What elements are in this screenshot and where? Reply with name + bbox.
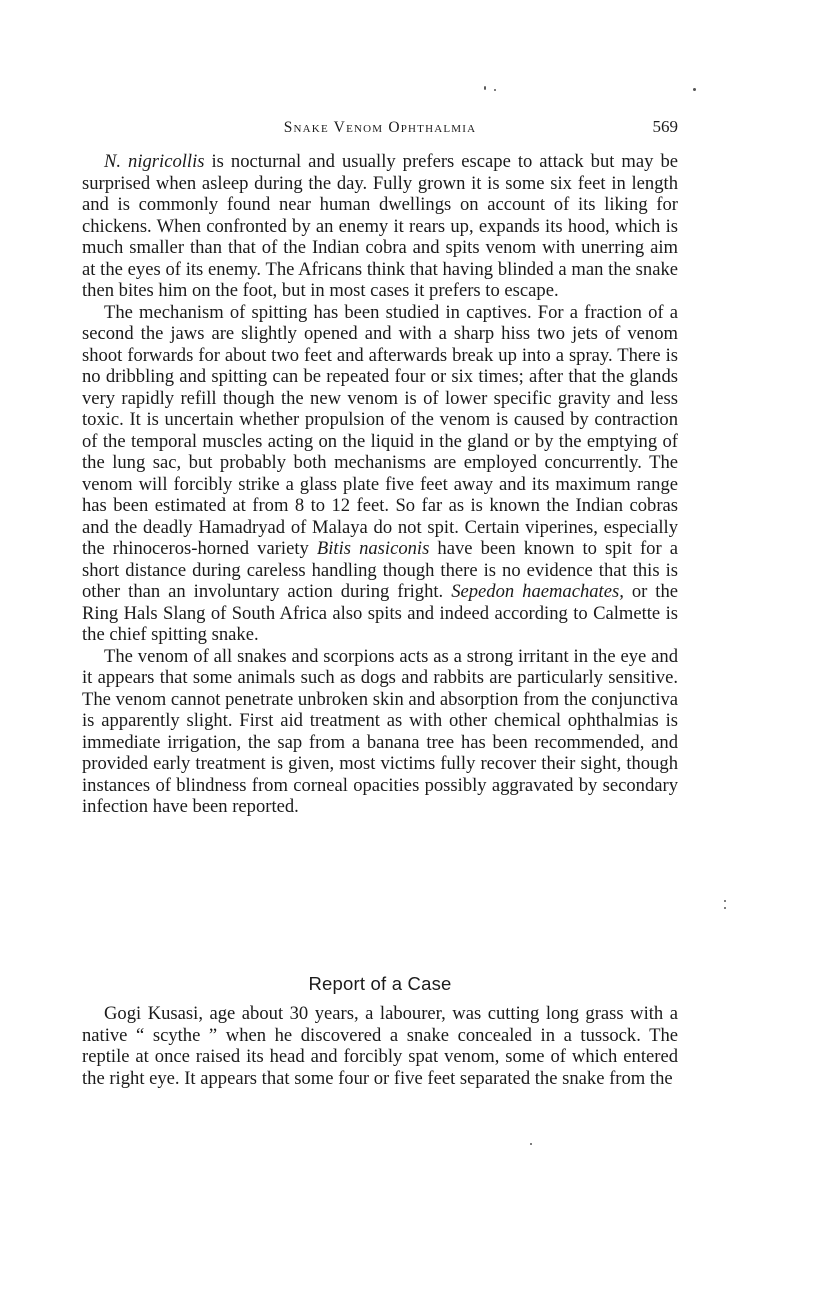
paragraph-2-text-b: have been known to spit for a short distance during careless handling though there is no evidence that this is other than an involuntary action during fright. (82, 538, 678, 602)
running-head (82, 117, 678, 143)
paragraph-3: The venom of all snakes and scorpions acts as a strong irritant in the eye and it appears that some animals such as dogs and rabbits are particularly sensitive. The venom cannot penetrate unbroken skin and absorption from the conjunctiva is apparently slight. First aid treatment as with other chemical ophthalmias is immediate irrigation, the sap from a banana tree has been recommended, and provided early treatment is given, most victims fully recover their sight, though instances of blindness from corneal opacities possibly aggravated by secondary infection have been reported. (82, 645, 678, 817)
paragraph-1 (82, 151, 678, 302)
paragraph-2 (82, 302, 678, 646)
scan-speck (530, 1143, 532, 1145)
scan-speck (693, 88, 696, 91)
paragraph-1-text: is nocturnal and usually prefers escape to attack but may be surprised when asleep during the day. Fully grown it is some six feet in length and is commonly found near human dwellings on account of its liking for chickens. When confronted by an enemy it rears up, expands its hood, which is much smaller than that of the Indian cobra and spits venom with unerring aim at the eyes of its enemy. The Africans think that having blinded a man the snake then bites him on the foot, but in most cases it prefers to escape. (82, 151, 678, 301)
scan-speck (484, 86, 486, 90)
scan-speck (494, 89, 496, 91)
paragraph-2-text-a: The mechanism of spitting has been studied in captives. For a fraction of a second the jaws are slightly opened and with a sharp hiss two jets of venom shoot forwards for about two feet and afterwards break up into a spray. There is no dribbling and spitting can be repeated four or six times; after that the glands very rapidly refill though the new venom is of lower specific gravity and less toxic. It is uncertain whether propulsion of the venom is caused by contraction of the temporal muscles acting on the liquid in the gland or by the emptying of the lung sac, but probably both mechanisms are employed concurrently. The venom will forcibly strike a glass plate five feet away and its maximum range has been estimated at from 8 to 12 feet. So far as is known the Indian cobras and the deadly Hamadryad of Malaya do not spit. Certain viperines, especially the rhinoceros-horned variety (82, 301, 678, 559)
running-head-title: Snake Venom Ophthalmia (283, 119, 477, 136)
page-number: 569 (652, 117, 678, 136)
scan-speck (724, 900, 726, 902)
species-name-nigricollis: N. nigricollis (104, 151, 205, 172)
species-name-sepedon: Sepedon haemachates, (451, 581, 624, 602)
paragraph-2-text-c: or the Ring Hals Slang of South Africa also spits and indeed according to Calmette is the chief spitting snake. (82, 581, 679, 645)
scan-speck (724, 907, 726, 909)
section-heading: Report of a Case (308, 973, 452, 994)
case-report-text (82, 1003, 678, 1089)
species-name-bitis: Bitis nasiconis (316, 538, 430, 559)
body-text (82, 151, 678, 818)
case-paragraph: Gogi Kusasi, age about 30 years, a labourer, was cutting long grass with a native “ scythe ” when he discovered a snake concealed in a tussock. The reptile at once raised its head and forcibly spat venom, some of which entered the right eye. It appears that some four or five feet separated the snake from the (82, 1003, 678, 1089)
